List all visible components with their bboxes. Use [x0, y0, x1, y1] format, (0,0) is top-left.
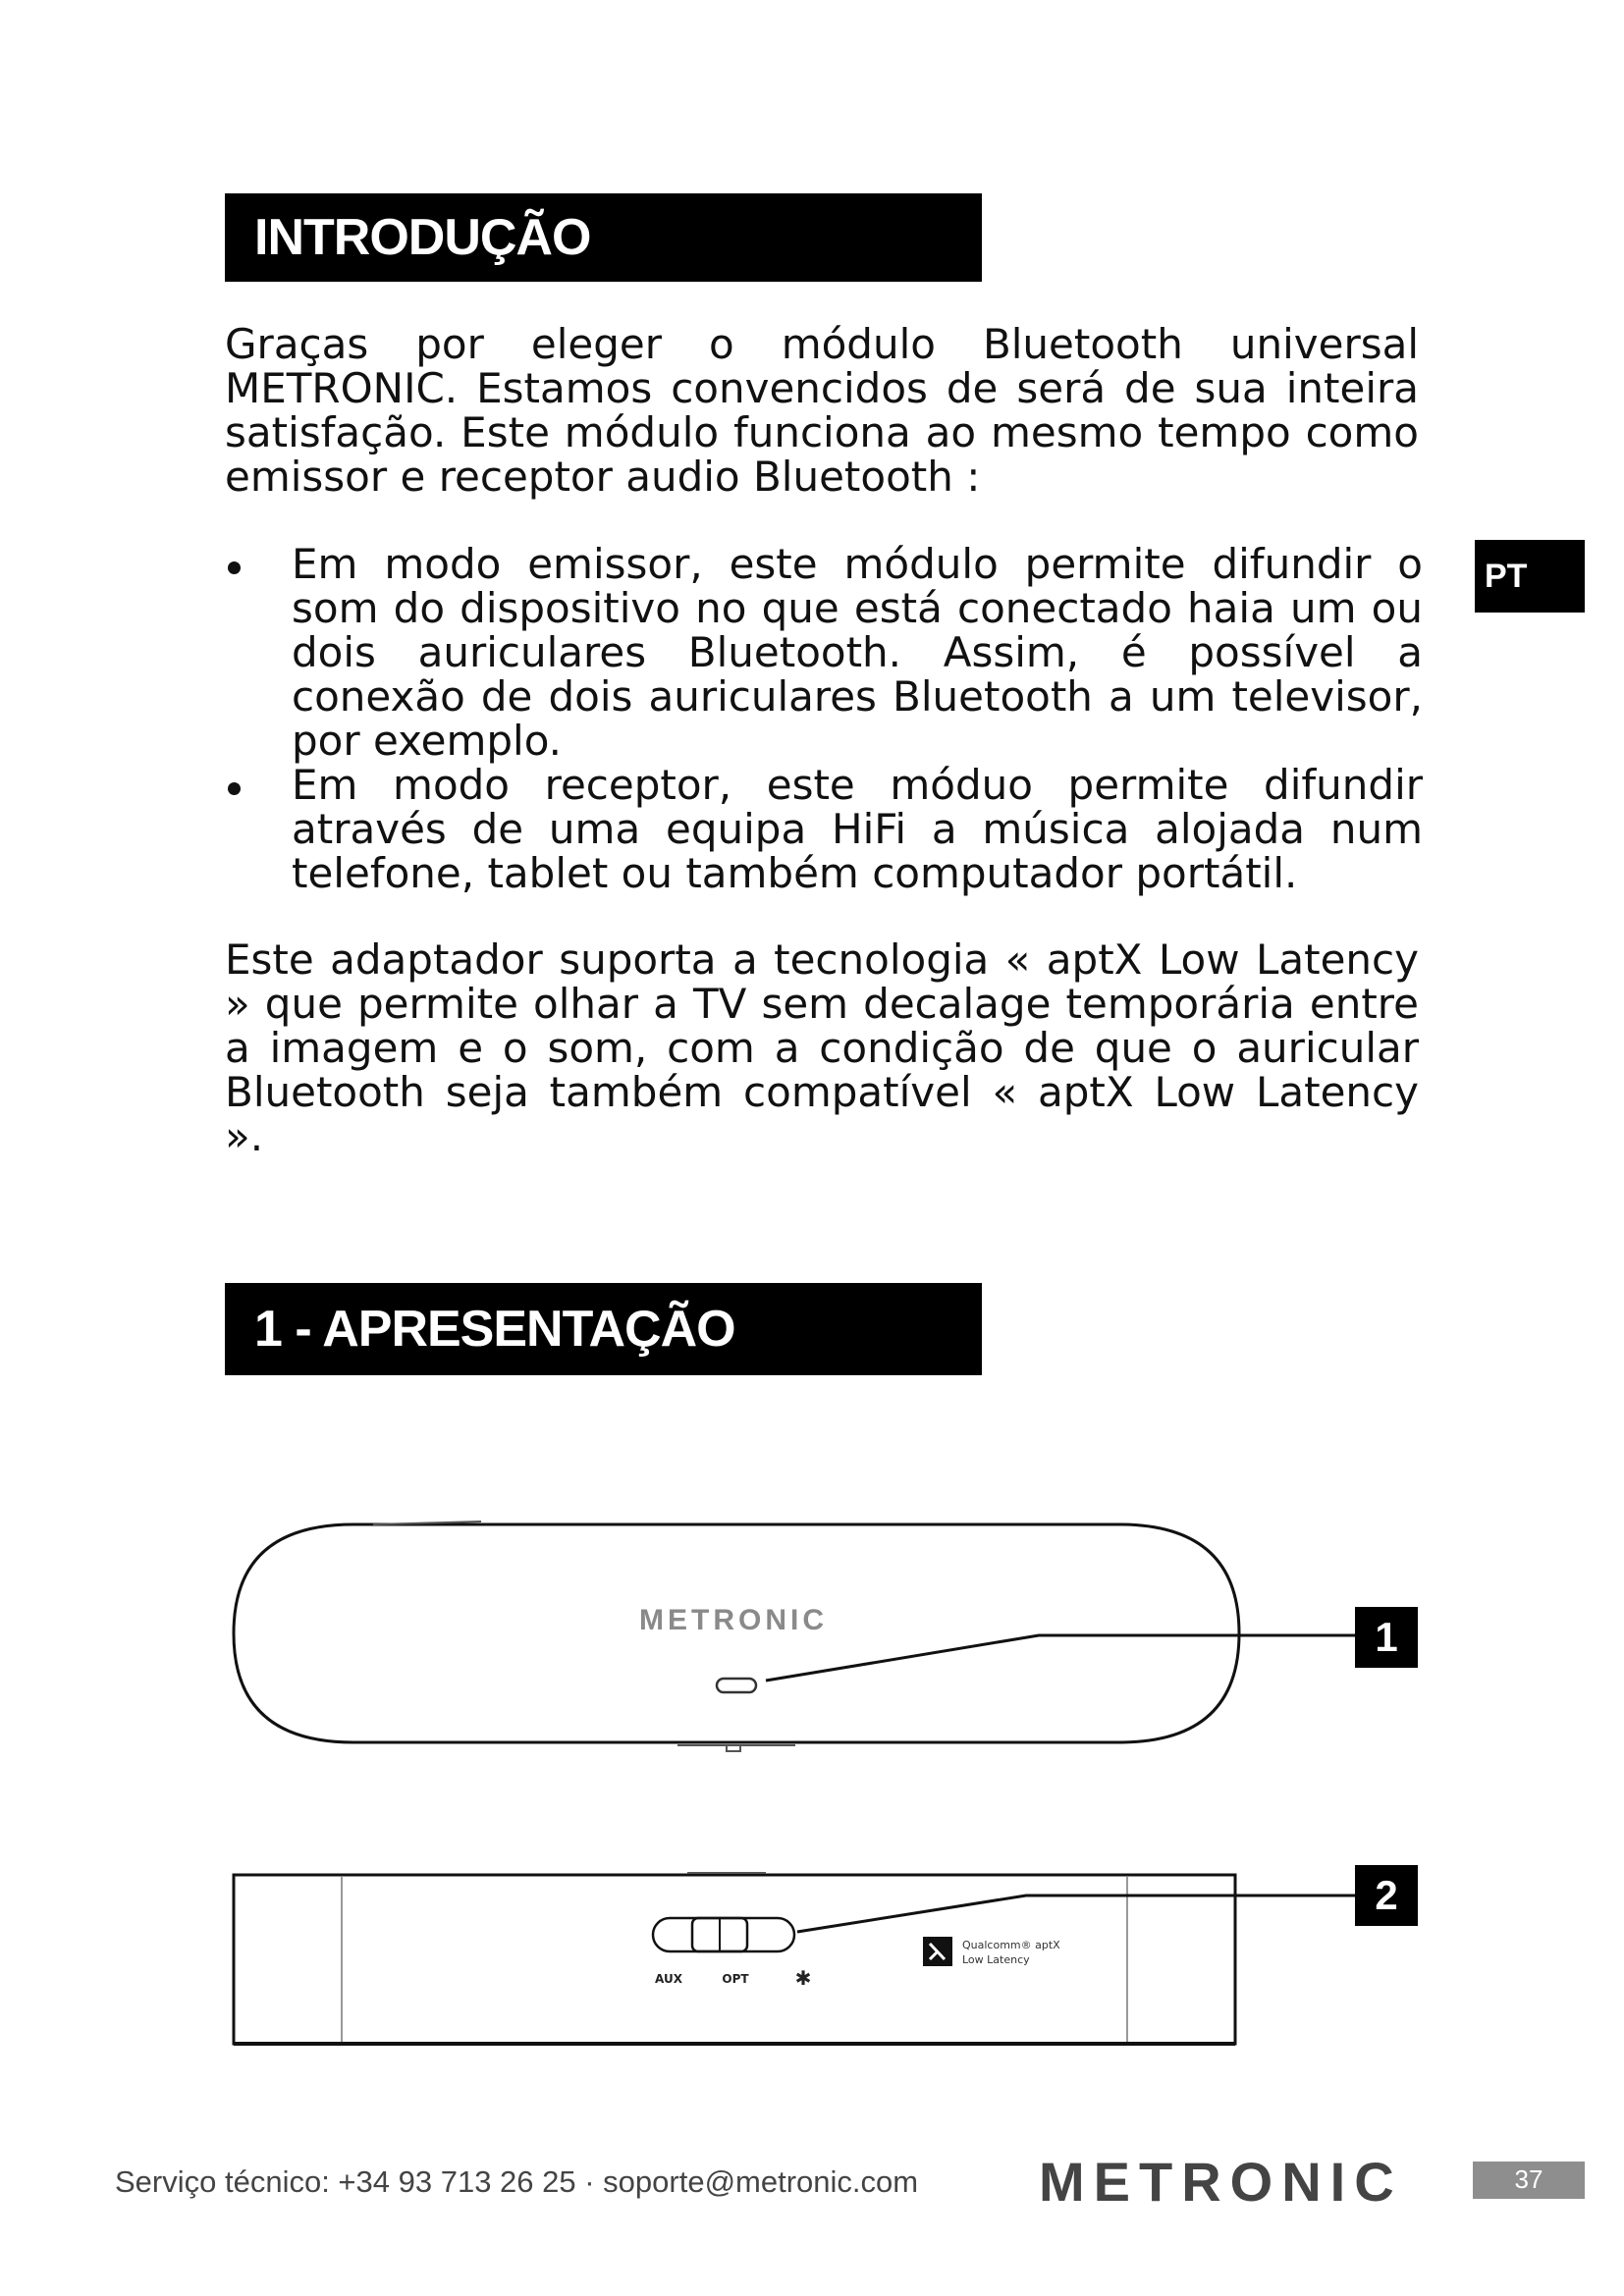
aptx-logo-icon [923, 1937, 952, 1966]
list-item [225, 763, 1423, 895]
bullet-icon [228, 561, 241, 574]
intro-paragraph: Graças por eleger o módulo Bluetooth universal METRONIC. Estamos convencidos de será de sua inteira satisfação. Este módulo funciona ao mesmo tempo como emissor e receptor audio Bluetooth : [225, 320, 1419, 501]
bullet-icon [228, 782, 241, 795]
led-indicator-icon [717, 1679, 756, 1692]
bullet-text-emitter: Em modo emissor, este módulo permite difundir o som do dispositivo no que está conectado haia um ou dois auriculares Bluetooth. Assim, é possível a conexão de dois auriculares Bluetooth a um televisor, por exemplo. [292, 540, 1423, 765]
device-top-view [234, 1522, 1355, 1751]
device-logo: METRONIC [639, 1604, 828, 1636]
callout-1: 1 [1355, 1607, 1418, 1668]
intro-section-header [225, 193, 982, 282]
bullet-text-receiver: Em modo receptor, este móduo permite difundir através de uma equipa HiFi a música alojada num telefone, tablet ou também computador portátil. [292, 761, 1423, 897]
callout-1-line [766, 1635, 1355, 1681]
callout-2: 2 [1355, 1865, 1418, 1926]
switch-label-opt: OPT [722, 1972, 749, 1986]
presentation-section-title: 1 - APRESENTAÇÃO [254, 1301, 735, 1358]
mode-list [225, 542, 1423, 895]
aptx-paragraph: Este adaptador suporta a tecnologia « aptX Low Latency » que permite olhar a TV sem decalage temporária entre a imagem e o som, com a condição de que o auricular Bluetooth seja também compatível « aptX Low Latency ». [225, 935, 1419, 1160]
bluetooth-icon: ✱ [794, 1966, 812, 1990]
aptx-label-line1: Qualcomm® aptX [962, 1939, 1060, 1951]
language-tab: PT [1475, 540, 1585, 613]
intro-section-title: INTRODUÇÃO [254, 209, 591, 266]
switch-knob [692, 1918, 747, 1951]
device-side-view [234, 1873, 1355, 2044]
list-item [225, 542, 1423, 763]
mode-switch [653, 1918, 794, 1951]
switch-label-aux: AUX [655, 1972, 682, 1986]
callout-2-line [797, 1896, 1355, 1932]
aptx-label-line2: Low Latency [962, 1953, 1030, 1966]
footer-service-text: Serviço técnico: +34 93 713 26 25 · soporte@metronic.com [115, 2164, 919, 2199]
footer-logo: METRONIC [1039, 2151, 1403, 2213]
presentation-section-header [225, 1283, 982, 1375]
page-number: 37 [1473, 2162, 1585, 2199]
